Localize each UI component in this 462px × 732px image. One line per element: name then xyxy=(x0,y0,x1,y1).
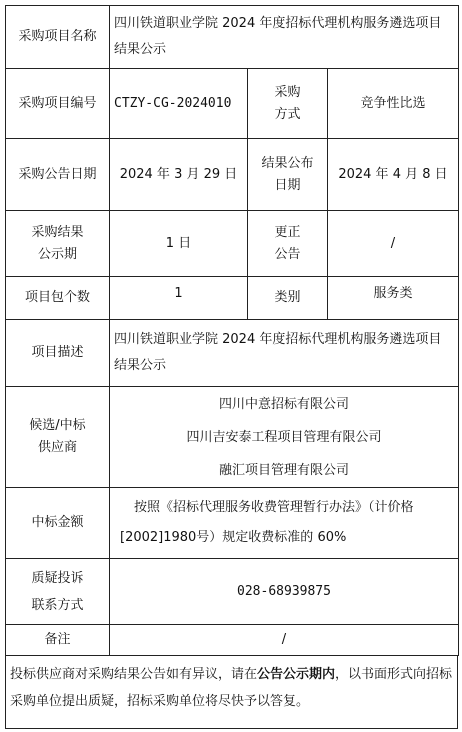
complaint-contact-value: 028-68939875 xyxy=(110,559,459,625)
row-package-count xyxy=(6,277,459,320)
publicity-period-label-line1: 采购结果 xyxy=(31,224,84,240)
publicity-period-label-line2: 公示期 xyxy=(37,246,77,262)
candidate-suppliers-list xyxy=(110,387,459,488)
row-candidate-suppliers xyxy=(6,387,459,488)
row-project-number xyxy=(6,69,459,139)
row-announcement-date xyxy=(6,139,459,211)
complaint-contact-label-line2: 联系方式 xyxy=(31,597,84,613)
supplier-item: 四川中意招标有限公司 xyxy=(218,396,349,412)
winning-amount-label: 中标金额 xyxy=(6,488,110,559)
result-date-value: 2024 年 4 月 8 日 xyxy=(328,139,459,211)
category-value: 服务类 xyxy=(328,277,459,320)
package-count-value: 1 xyxy=(110,277,248,320)
correction-notice-label xyxy=(248,211,328,277)
project-description-value: 四川铁道职业学院 2024 年度招标代理机构服务遴选项目结果公示 xyxy=(110,320,459,387)
result-date-label-line2: 日期 xyxy=(274,177,301,193)
project-description-label: 项目描述 xyxy=(6,320,110,387)
result-date-label-line1: 结果公布 xyxy=(261,155,314,171)
remarks-value: / xyxy=(110,625,459,656)
objection-notice-text-1: 投标供应商对采购结果公告如有异议，请在 xyxy=(10,667,258,682)
project-name-value: 四川铁道职业学院 2024 年度招标代理机构服务遴选项目结果公示 xyxy=(110,6,459,69)
announcement-date-label: 采购公告日期 xyxy=(6,139,110,211)
supplier-item: 融汇项目管理有限公司 xyxy=(218,462,349,478)
category-label: 类别 xyxy=(248,277,328,320)
row-project-name xyxy=(6,6,459,69)
objection-notice xyxy=(5,655,458,729)
correction-notice-label-line1: 更正 xyxy=(274,224,301,240)
procurement-method-label-line1: 采购 xyxy=(274,84,301,100)
objection-notice-emphasis: 公告公示期内 xyxy=(257,667,336,682)
procurement-result-table xyxy=(5,5,459,656)
row-winning-amount xyxy=(6,488,459,559)
row-publicity-period xyxy=(6,211,459,277)
complaint-contact-label xyxy=(6,559,110,625)
publicity-period-value: 1 日 xyxy=(110,211,248,277)
complaint-contact-label-line1: 质疑投诉 xyxy=(31,570,84,586)
result-date-label xyxy=(248,139,328,211)
winning-amount-value: 按照《招标代理服务收费管理暂行办法》（计价格[2002]1980号）规定收费标准的 60% xyxy=(110,488,459,559)
announcement-date-value: 2024 年 3 月 29 日 xyxy=(110,139,248,211)
supplier-item: 四川吉安泰工程项目管理有限公司 xyxy=(186,429,382,445)
row-complaint-contact xyxy=(6,559,459,625)
candidate-suppliers-label-line2: 供应商 xyxy=(37,440,77,455)
project-name-label: 采购项目名称 xyxy=(6,6,110,69)
project-number-label: 采购项目编号 xyxy=(6,69,110,139)
publicity-period-label xyxy=(6,211,110,277)
procurement-method-label xyxy=(248,69,328,139)
correction-notice-label-line2: 公告 xyxy=(274,246,301,262)
project-number-value: CTZY-CG-2024010 xyxy=(110,69,248,139)
correction-notice-value: / xyxy=(328,211,459,277)
row-project-description xyxy=(6,320,459,387)
procurement-method-value: 竞争性比选 xyxy=(328,69,459,139)
package-count-label: 项目包个数 xyxy=(6,277,110,320)
remarks-label: 备注 xyxy=(6,625,110,656)
candidate-suppliers-label xyxy=(6,387,110,488)
row-remarks xyxy=(6,625,459,656)
candidate-suppliers-label-line1: 候选/中标 xyxy=(29,418,86,433)
procurement-method-label-line2: 方式 xyxy=(274,106,301,122)
objection-notice-text-2: ，以书面形式向招标采购单位提出质疑，招标采购单位将尽快予以答复。 xyxy=(10,667,453,709)
